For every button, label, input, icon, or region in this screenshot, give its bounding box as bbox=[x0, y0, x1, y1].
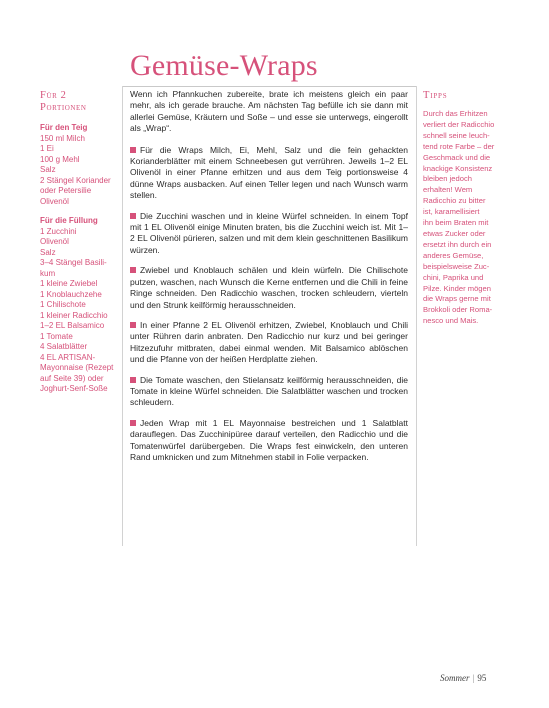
filling-ingredient-list bbox=[40, 227, 120, 395]
step-text: Jeden Wrap mit 1 EL Mayonnaise bestreichen und 1 Salatblatt darauflegen. Das Zucchinipüree darauf verteilen, den Radicchio und die Tomatenwürfel darübergeben. Die Wraps fest einwickeln, den unteren Rand umknicken und zum Mitnehmen stabil in Folie verpacken. bbox=[130, 417, 408, 462]
tips-line: schnell seine leuch- bbox=[423, 130, 490, 140]
ingredient-item: 1 Ei bbox=[40, 144, 54, 153]
filling-heading: Für die Füllung bbox=[40, 216, 98, 225]
ingredient-item: 1 Knoblauchzehe bbox=[40, 289, 102, 299]
ingredient-item: 100 g Mehl bbox=[40, 154, 80, 164]
servings-label bbox=[40, 90, 120, 114]
ingredient-item: Salz bbox=[40, 165, 56, 174]
step-text: Für die Wraps Milch, Ei, Mehl, Salz und die fein gehackten Korianderblätter mit einem Schneebesen gut verrühren. Jeweils 1–2 EL Olivenöl in einer Pfanne erhitzen und aus dem Teig portionsweise 4 dünne Wraps ausbacken. Auf einen Teller legen und nach Wunsch warm stellen. bbox=[130, 144, 408, 201]
step-paragraph bbox=[130, 375, 408, 409]
step-bullet-icon bbox=[130, 420, 136, 426]
tips-line: chini, Paprika und bbox=[423, 272, 484, 282]
step-list bbox=[130, 145, 408, 464]
tips-line: Radicchio zu bitter bbox=[423, 196, 486, 206]
ingredient-item: auf Seite 39) oder bbox=[40, 373, 104, 383]
step-text: Zwiebel und Knoblauch schälen und klein würfeln. Die Chilischote putzen, waschen, nach Wunsch die Kerne entfernen und die Chili in feine Ringe schneiden. Den Radicchio waschen, trocken schleudern, vierteln und den Strunk keilförmig herausschneiden. bbox=[130, 265, 408, 310]
tips-line: Brokkoli oder Roma- bbox=[423, 305, 493, 315]
step-bullet-icon bbox=[130, 267, 136, 273]
tips-line: anderes Gemüse, bbox=[423, 250, 484, 260]
ingredient-item: Olivenöl bbox=[40, 237, 69, 246]
ingredient-item: 2 Stängel Koriander bbox=[40, 175, 111, 185]
footer-separator: | bbox=[472, 673, 475, 683]
tips-line: Durch das Erhitzen bbox=[423, 109, 488, 118]
ingredient-item: kum bbox=[40, 268, 56, 278]
tips-line: ihn beim Braten mit bbox=[423, 218, 489, 228]
step-bullet-icon bbox=[130, 213, 136, 219]
section-name: Sommer bbox=[440, 673, 470, 683]
page-number: 95 bbox=[477, 673, 487, 683]
tips-line: Geschmack und die bbox=[423, 152, 491, 162]
step-paragraph bbox=[130, 211, 408, 257]
ingredient-item: 1 Tomate bbox=[40, 331, 73, 341]
ingredient-item: 1–2 EL Balsamico bbox=[40, 321, 105, 330]
dough-heading: Für den Teig bbox=[40, 123, 88, 132]
step-paragraph bbox=[130, 320, 408, 366]
left-column-divider bbox=[122, 86, 123, 546]
ingredient-item: oder Petersilie bbox=[40, 186, 92, 195]
step-paragraph bbox=[130, 265, 408, 311]
ingredients-sidebar bbox=[40, 90, 120, 404]
step-bullet-icon bbox=[130, 377, 136, 383]
tips-line: beispielsweise Zuc- bbox=[423, 261, 490, 271]
tips-heading: Tipps bbox=[423, 90, 448, 101]
ingredient-item: 150 ml Milch bbox=[40, 133, 85, 143]
page-footer bbox=[440, 673, 486, 683]
step-paragraph bbox=[130, 145, 408, 202]
ingredient-item: Joghurt-Senf-Soße bbox=[40, 384, 108, 393]
tips-line: etwas Zucker oder bbox=[423, 228, 486, 238]
tips-line: erhalten! Wem bbox=[423, 185, 473, 195]
step-paragraph bbox=[130, 418, 408, 464]
ingredient-item: Salz bbox=[40, 247, 56, 257]
ingredient-item: 1 kleine Zwiebel bbox=[40, 279, 98, 288]
ingredient-item: 1 Zucchini bbox=[40, 226, 77, 236]
ingredient-item: 3–4 Stängel Basili- bbox=[40, 258, 107, 267]
step-text: Die Tomate waschen, den Stielansatz keilförmig herausschneiden, die Tomate in kleine Würfel schneiden. Die Salatblätter waschen und trocken schleudern. bbox=[130, 374, 408, 408]
ingredient-item: 4 EL ARTISAN- bbox=[40, 352, 96, 362]
step-bullet-icon bbox=[130, 322, 136, 328]
tips-line: knackige Konsistenz bbox=[423, 163, 493, 173]
tips-line: ersetzt ihn durch ein bbox=[423, 239, 492, 249]
ingredient-item: Mayonnaise (Rezept bbox=[40, 363, 114, 372]
servings-unit: Portionen bbox=[40, 102, 87, 113]
tips-line: verliert der Radicchio bbox=[423, 119, 495, 129]
tips-text bbox=[423, 109, 509, 327]
tips-line: bleiben jedoch bbox=[423, 174, 472, 184]
instructions bbox=[130, 89, 408, 472]
step-bullet-icon bbox=[130, 147, 136, 153]
ingredient-item: Olivenöl bbox=[40, 196, 69, 206]
tips-line: tend rote Farbe – der bbox=[423, 141, 495, 151]
right-column-divider bbox=[416, 86, 417, 546]
step-text: In einer Pfanne 2 EL Olivenöl erhitzen, Zwiebel, Knoblauch und Chili unter Rühren darin anbraten. Den Radicchio nur kurz und bei geringer Hitzezufuhr mitbraten, dabei einmal wenden. Mit Balsamico ablöschen und die Pfanne von der heißen Herdplatte ziehen. bbox=[130, 319, 408, 365]
title-divider bbox=[122, 86, 416, 87]
tips-line: nesco und Mais. bbox=[423, 316, 479, 326]
dough-ingredient-list bbox=[40, 134, 120, 208]
ingredient-item: 1 kleiner Radicchio bbox=[40, 310, 108, 320]
tips-sidebar bbox=[423, 90, 509, 327]
intro-paragraph: Wenn ich Pfannkuchen zubereite, brate ich meistens gleich ein paar mehr, als ich gerade brauche. Am nächsten Tag befülle ich sie dann mit allerlei Gemüse, Kräutern und Soße – und esse sie unterwegs, eingerollt als „Wrap“. bbox=[130, 89, 408, 134]
step-text: Die Zucchini waschen und in kleine Würfel schneiden. In einem Topf mit 1 EL Olivenöl einige Minuten braten, bis die Zucchini weich ist. Mit 1–2 EL Olivenöl pürieren, salzen und mit dem klein geschnittenen Basilikum würzen. bbox=[130, 210, 408, 255]
ingredient-item: 4 Salatblätter bbox=[40, 342, 88, 351]
tips-line: die Wraps gerne mit bbox=[423, 294, 491, 304]
recipe-title: Gemüse-Wraps bbox=[130, 49, 318, 82]
tips-line: Pilze. Kinder mögen bbox=[423, 283, 491, 293]
tips-line: ist, karamellisiert bbox=[423, 207, 480, 217]
servings-prefix: Für 2 bbox=[40, 90, 67, 101]
ingredient-item: 1 Chilischote bbox=[40, 300, 86, 309]
